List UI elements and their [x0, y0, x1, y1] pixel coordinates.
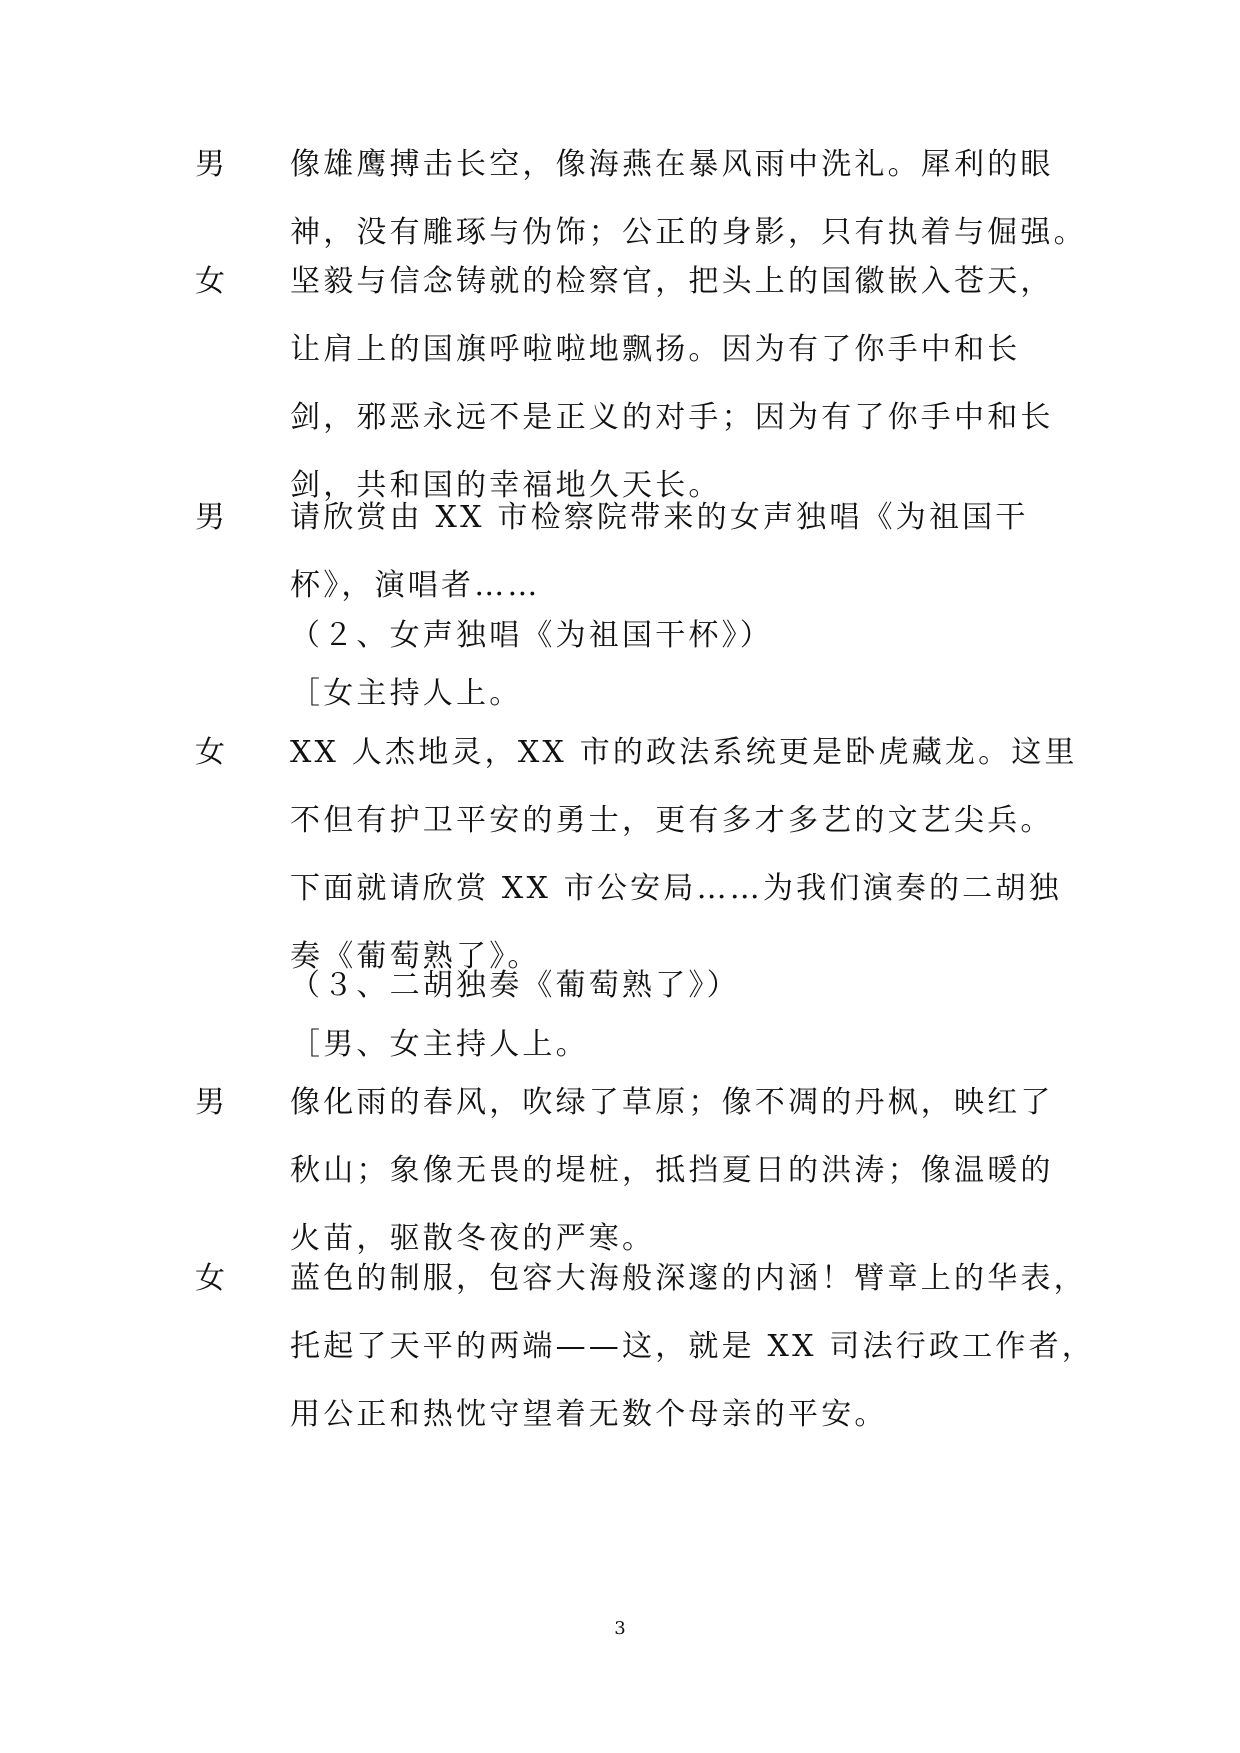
text-line: 不但有护卫平安的勇士，更有多才多艺的文艺尖兵。 — [290, 803, 1054, 838]
text-line: 让肩上的国旗呼啦啦地飘扬。因为有了你手中和长 — [290, 332, 1021, 367]
text-line: 坚毅与信念铸就的检察官，把头上的国徽嵌入苍天， — [290, 264, 1054, 299]
speaker-label: 男 — [195, 1085, 227, 1120]
text-line: 蓝色的制服，包容大海般深邃的内涵！臂章上的华表， — [290, 1261, 1087, 1296]
text-line: XX 人杰地灵，XX 市的政法系统更是卧虎藏龙。这里 — [290, 735, 1078, 770]
dialogue-text — [290, 131, 1087, 267]
text-line: 剑，共和国的幸福地久天长。 — [290, 468, 722, 503]
text-line: 奏《葡萄熟了》。 — [290, 939, 541, 974]
stage-direction: ［男、女主持人上。 — [290, 1027, 589, 1062]
text-line: 下面就请欣赏 XX 市公安局……为我们演奏的二胡独 — [290, 871, 1062, 906]
text-line: 秋山；象像无畏的堤桩，抵挡夏日的洪涛；像温暖的 — [290, 1153, 1054, 1188]
text-line: 神，没有雕琢与伪饰；公正的身影，只有执着与倔强。 — [290, 215, 1087, 250]
dialogue-text — [290, 1245, 1095, 1449]
text-line: 火苗，驱散冬夜的严寒。 — [290, 1221, 656, 1256]
speaker-label: 女 — [195, 264, 227, 299]
speaker-label: 女 — [195, 1261, 227, 1296]
text-line: 请欣赏由 XX 市检察院带来的女声独唱《为祖国干 — [290, 500, 1029, 535]
stage-direction: （３、二胡独奏《葡萄熟了》） — [290, 968, 740, 1003]
dialogue-text — [290, 719, 1078, 991]
page-number: 3 — [614, 1618, 626, 1639]
text-line: 像雄鹰搏击长空，像海燕在暴风雨中洗礼。犀利的眼 — [290, 147, 1054, 182]
stage-direction: （２、女声独唱《为祖国干杯》） — [290, 618, 773, 653]
speaker-label: 男 — [195, 500, 227, 535]
text-line: 杯》，演唱者…… — [290, 568, 541, 603]
text-line: 剑，邪恶永远不是正义的对手；因为有了你手中和长 — [290, 400, 1054, 435]
text-line: 像化雨的春风，吹绿了草原；像不凋的丹枫，映红了 — [290, 1085, 1054, 1120]
text-line: 用公正和热忱守望着无数个母亲的平安。 — [290, 1397, 888, 1432]
dialogue-text — [290, 484, 1060, 620]
text-line: 托起了天平的两端——这，就是 XX 司法行政工作者， — [290, 1329, 1095, 1364]
speaker-label: 男 — [195, 147, 227, 182]
stage-direction: ［女主持人上。 — [290, 676, 523, 711]
speaker-label: 女 — [195, 735, 227, 770]
dialogue-text — [290, 1069, 1060, 1273]
dialogue-text — [290, 248, 1060, 520]
